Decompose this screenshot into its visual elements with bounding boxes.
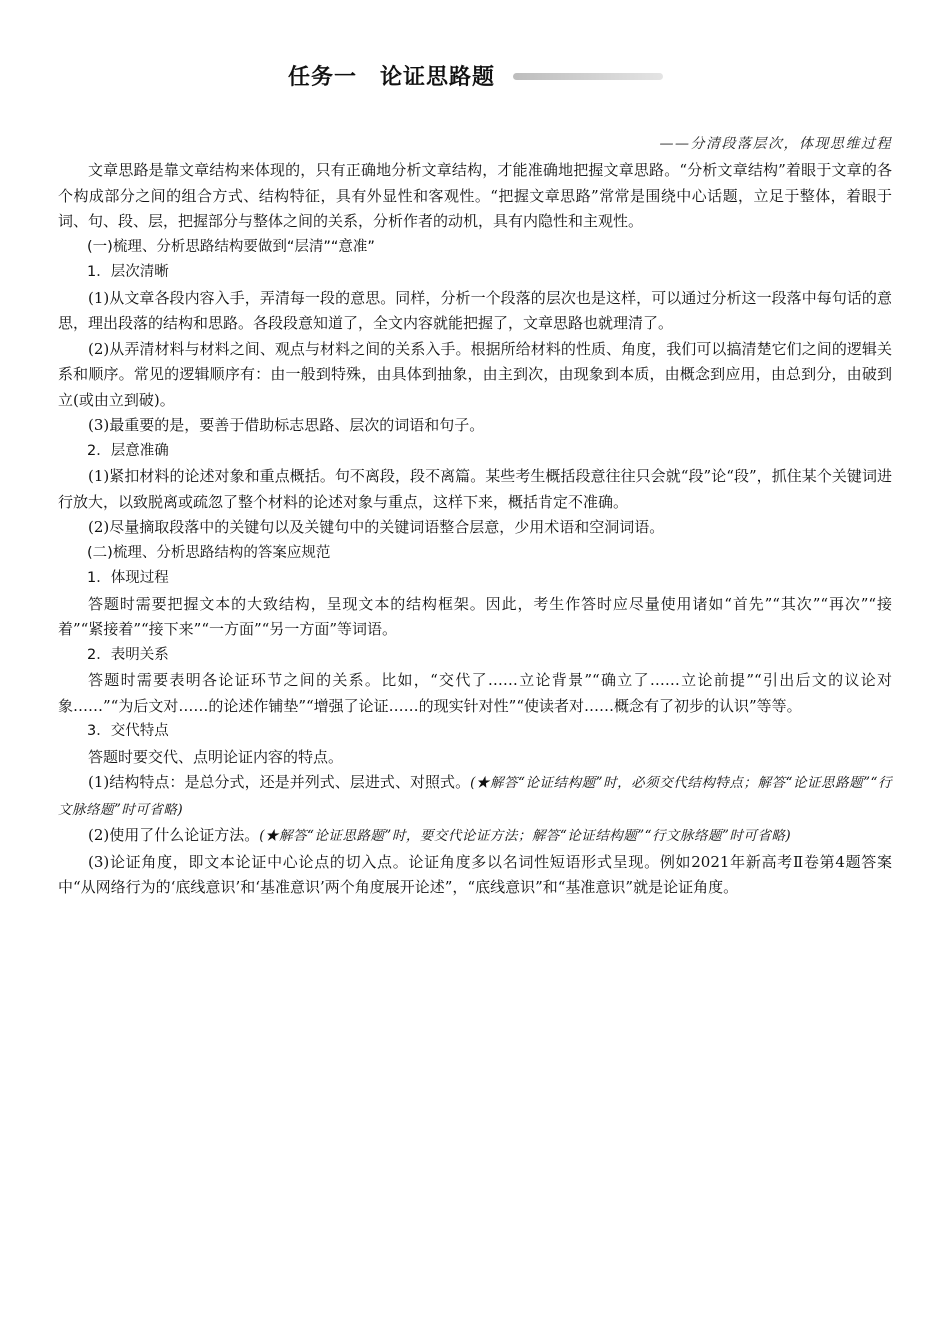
paragraph-2-3-1 (58, 770, 892, 823)
paragraph-1-2-1: (1)紧扣材料的论述对象和重点概括。句不离段，段不离篇。某些考生概括段意往往只会就“段”论“段”，抓住某个关键词进行放大，以致脱离或疏忽了整个材料的论述对象与重点，这样下来，概括肯定不准确。 (58, 467, 892, 511)
paragraph-2-3-2-main: (2)使用了什么论证方法。 (88, 826, 260, 844)
document-body (58, 158, 892, 901)
page-title: 任务一 论证思路题 (288, 65, 496, 90)
paragraph-1-1-2: (2)从弄清材料与材料之间、观点与材料之间的关系入手。根据所给材料的性质、角度，我们可以搞清楚它们之间的逻辑关系和顺序。常见的逻辑顺序有：由一般到特殊，由具体到抽象，由主到次，由现象到本质，由概念到应用，由总到分，由破到立(或由立到破)。 (58, 339, 892, 409)
page-subtitle: ——分清段落层次，体现思维过程 (659, 136, 892, 152)
subheading-2-1: 1．体现过程 (87, 570, 169, 586)
subheading-1-2: 2．层意准确 (87, 442, 169, 459)
paragraph-1-1-1: (1)从文章各段内容入手，弄清每一段的意思。同样，分析一个段落的层次也是这样，可以通过分析这一段落中每句话的意思，理出段落的结构和思路。各段段意知道了，全文内容就能把握了，文章思路也就理清了。 (58, 288, 892, 332)
paragraph-2-3-2-note: (★解答“论证思路题”时，要交代论证方法；解答“论证结构题”“行文脉络题”时可省略) (259, 828, 792, 844)
paragraph-2-3-1-main: (1)结构特点：是总分式，还是并列式、层进式、对照式。 (88, 773, 471, 791)
paragraph-1-2-2: (2)尽量摘取段落中的关键句以及关键句中的关键词语整合层意，少用术语和空洞词语。 (88, 518, 665, 536)
paragraph-2-1: 答题时需要把握文本的大致结构，呈现文本的结构框架。因此，考生作答时应尽量使用诸如“首先”“其次”“再次”“接着”“紧接着”“接下来”“一方面”“另一方面”等词语。 (58, 594, 892, 638)
paragraph-2-2: 答题时需要表明各论证环节之间的关系。比如，“交代了……立论背景”“确立了……立论前提”“引出后文的议论对象……”“为后文对……的论述作铺垫”“增强了论证……的现实针对性”“使读者对……概念有了初步的认识”等等。 (58, 671, 892, 715)
paragraph-2-3-3: (3)论证角度，即文本论证中心论点的切入点。论证角度多以名词性短语形式呈现。例如2021年新高考Ⅱ卷第4题答案中“从网络行为的‘底线意识’和‘基准意识’两个角度展开论述”，“底线意识”和“基准意识”就是论证角度。 (58, 852, 892, 896)
subheading-2-2: 2．表明关系 (87, 646, 169, 663)
subheading-1-1: 1．层次清晰 (87, 264, 169, 280)
section-heading-2: (二)梳理、分析思路结构的答案应规范 (87, 544, 331, 561)
intro-paragraph: 文章思路是靠文章结构来体现的，只有正确地分析文章结构，才能准确地把握文章思路。“分析文章结构”着眼于文章的各个构成部分之间的组合方式、结构特征，具有外显性和客观性。“把握文章思路”常常是围绕中心话题，立足于整体，着眼于词、句、段、层，把握部分与整体之间的关系，分析作者的动机，具有内隐性和主观性。 (58, 161, 892, 230)
paragraph-2-3-2 (58, 823, 892, 850)
paragraph-2-3: 答题时要交代、点明论证内容的特点。 (88, 747, 344, 766)
paragraph-1-1-3: (3)最重要的是，要善于借助标志思路、层次的词语和句子。 (88, 416, 485, 434)
title-decoration-bar (513, 73, 663, 80)
paragraph-2-3-1-note: (★解答“论证结构题”时，必须交代结构特点；解答“论证思路题”“行文脉络题”时可省略) (58, 775, 892, 818)
section-heading-1: (一)梳理、分析思路结构要做到“层清”“意准” (87, 238, 375, 255)
title-block (288, 60, 495, 94)
subheading-2-3: 3．交代特点 (87, 723, 169, 739)
